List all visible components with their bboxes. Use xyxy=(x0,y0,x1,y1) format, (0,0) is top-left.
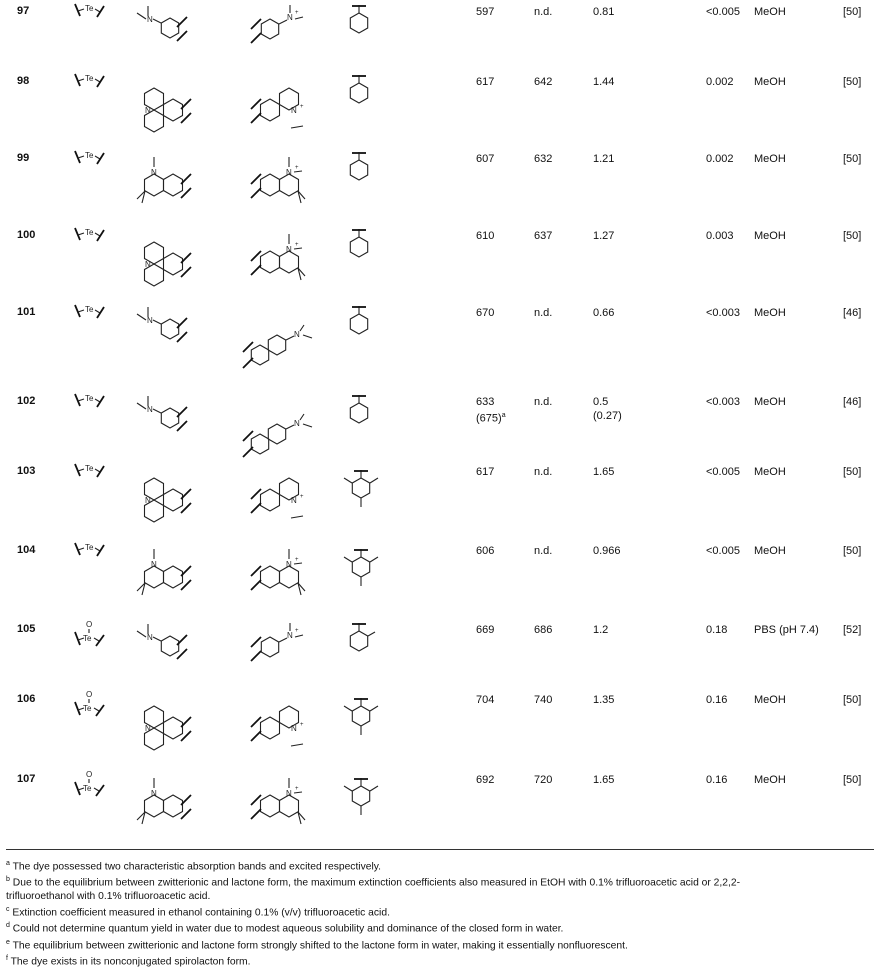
donor-structure xyxy=(128,0,208,75)
dye-number: 103 xyxy=(17,465,36,477)
table-row xyxy=(0,147,879,227)
absorption-max: 607 xyxy=(476,153,495,165)
donor-structure xyxy=(128,301,208,376)
pendant-aryl-structure xyxy=(338,768,388,828)
footnote-e: $^e$ The equilibrium between zwitterionic and lactone form strongly shifted to the lactone form in water, making it essentially nonfluorescent. xyxy=(6,938,628,952)
solvent: PBS (pH 7.4) xyxy=(754,624,819,636)
solvent: MeOH xyxy=(754,774,786,786)
svg-text:+: + xyxy=(300,494,304,500)
footnote-c: $^c$ Extinction coefficient measured in ethanol containing 0.1% (v/v) trifluoroacetic acid. xyxy=(6,905,390,919)
donor-structure xyxy=(128,618,208,693)
svg-text:Te: Te xyxy=(83,704,92,713)
svg-text:N: N xyxy=(151,789,157,798)
svg-text:N: N xyxy=(147,316,153,325)
svg-text:+: + xyxy=(295,786,299,792)
pendant-aryl-structure xyxy=(338,224,388,284)
svg-text:Te: Te xyxy=(85,543,94,552)
table-row xyxy=(0,460,879,540)
svg-text:+: + xyxy=(300,722,304,728)
donor-structure xyxy=(128,390,208,465)
reference: [52] xyxy=(843,624,862,636)
svg-text:N: N xyxy=(147,405,153,414)
extinction-coefficient: 1.21 xyxy=(593,153,615,165)
donor-structure xyxy=(128,768,208,843)
svg-text:N: N xyxy=(287,631,293,640)
reference: [50] xyxy=(843,466,862,478)
table-row xyxy=(0,301,879,381)
extinction-coefficient: 1.27 xyxy=(593,230,615,242)
quantum-yield: <0.003 xyxy=(706,307,740,319)
pendant-aryl-structure xyxy=(338,147,388,207)
dye-number: 100 xyxy=(17,229,36,241)
acceptor-structure xyxy=(238,688,328,763)
svg-text:N: N xyxy=(151,560,157,569)
svg-text:N: N xyxy=(145,260,151,269)
solvent: MeOH xyxy=(754,153,786,165)
bridge-structure xyxy=(70,539,120,579)
emission-max: n.d. xyxy=(534,466,553,478)
extinction-coefficient: 0.81 xyxy=(593,6,615,18)
absorption-max: 669 xyxy=(476,624,495,636)
quantum-yield: <0.003 xyxy=(706,396,740,408)
svg-text:O: O xyxy=(86,770,93,779)
dye-number: 98 xyxy=(17,75,30,87)
svg-text:+: + xyxy=(295,628,299,634)
svg-text:N: N xyxy=(145,106,151,115)
table-row xyxy=(0,618,879,698)
absorption-max: 670 xyxy=(476,307,495,319)
extinction-coefficient: 1.65 xyxy=(593,466,615,478)
absorption-max: 610 xyxy=(476,230,495,242)
bridge-structure xyxy=(70,768,120,808)
emission-max: n.d. xyxy=(534,6,553,18)
pendant-aryl-structure xyxy=(338,390,388,450)
svg-text:N: N xyxy=(286,245,292,254)
bridge-structure xyxy=(70,224,120,264)
reference: [50] xyxy=(843,774,862,786)
svg-text:N: N xyxy=(145,724,151,733)
quantum-yield: <0.005 xyxy=(706,545,740,557)
table-bottom-rule xyxy=(6,849,874,850)
svg-text:N: N xyxy=(147,15,153,24)
svg-text:N: N xyxy=(286,168,292,177)
absorption-max: 617 xyxy=(476,466,495,478)
solvent: MeOH xyxy=(754,307,786,319)
donor-structure xyxy=(128,688,208,763)
bridge-structure xyxy=(70,301,120,341)
bridge-structure xyxy=(70,0,120,40)
dye-number: 107 xyxy=(17,773,36,785)
donor-structure xyxy=(128,460,208,535)
svg-text:Te: Te xyxy=(85,305,94,314)
emission-max: 632 xyxy=(534,153,553,165)
reference: [50] xyxy=(843,694,862,706)
pendant-aryl-structure xyxy=(338,301,388,361)
absorption-max: 633 $(675)^a$ xyxy=(476,396,506,425)
reference: [50] xyxy=(843,76,862,88)
reference: [50] xyxy=(843,6,862,18)
quantum-yield: 0.18 xyxy=(706,624,728,636)
svg-text:Te: Te xyxy=(85,464,94,473)
table-row xyxy=(0,768,879,848)
dye-number: 105 xyxy=(17,623,36,635)
acceptor-structure xyxy=(238,0,328,75)
acceptor-structure xyxy=(238,390,328,465)
table-row xyxy=(0,390,879,470)
extinction-coefficient: 1.35 xyxy=(593,694,615,706)
quantum-yield: 0.16 xyxy=(706,694,728,706)
pendant-aryl-structure xyxy=(338,688,388,748)
footnote-b-continued: trifluoroethanol with 0.1% trifluoroacetic acid. xyxy=(6,890,211,902)
extinction-coefficient: 0.5 (0.27) xyxy=(593,396,622,422)
acceptor-structure xyxy=(238,768,328,843)
pendant-aryl-structure xyxy=(338,0,388,60)
svg-text:Te: Te xyxy=(85,394,94,403)
svg-text:N: N xyxy=(294,419,300,428)
table-row xyxy=(0,0,879,80)
table-row xyxy=(0,688,879,768)
svg-text:N: N xyxy=(287,13,293,22)
reference: [50] xyxy=(843,153,862,165)
reference: [50] xyxy=(843,545,862,557)
svg-text:N: N xyxy=(286,789,292,798)
extinction-coefficient: 1.65 xyxy=(593,774,615,786)
solvent: MeOH xyxy=(754,230,786,242)
quantum-yield: 0.003 xyxy=(706,230,734,242)
extinction-coefficient: 1.2 xyxy=(593,624,609,636)
dye-number: 106 xyxy=(17,693,36,705)
donor-structure xyxy=(128,70,208,145)
bridge-structure xyxy=(70,70,120,110)
extinction-coefficient: 0.66 xyxy=(593,307,615,319)
footnote-f: $^f$ The dye exists in its nonconjugated spirolacton form. xyxy=(6,955,251,968)
reference: [50] xyxy=(843,230,862,242)
emission-max: n.d. xyxy=(534,545,553,557)
dye-number: 97 xyxy=(17,5,30,17)
svg-text:N: N xyxy=(147,633,153,642)
dye-number: 104 xyxy=(17,544,36,556)
reference: [46] xyxy=(843,307,862,319)
absorption-max: 617 xyxy=(476,76,495,88)
dye-number: 101 xyxy=(17,306,36,318)
svg-text:+: + xyxy=(295,10,299,16)
svg-text:Te: Te xyxy=(85,228,94,237)
acceptor-structure xyxy=(238,70,328,145)
acceptor-structure xyxy=(238,460,328,535)
table-row xyxy=(0,539,879,619)
bridge-structure xyxy=(70,147,120,187)
acceptor-structure xyxy=(238,147,328,222)
svg-text:+: + xyxy=(300,104,304,110)
footnote-a: $^a$ The dye possessed two characteristic absorption bands and excited respectively. xyxy=(6,860,381,873)
extinction-coefficient: 1.44 xyxy=(593,76,615,88)
donor-structure xyxy=(128,224,208,299)
absorption-max: 704 xyxy=(476,694,495,706)
absorption-max: 692 xyxy=(476,774,495,786)
bridge-structure xyxy=(70,688,120,728)
absorption-max: 597 xyxy=(476,6,495,18)
dye-number: 99 xyxy=(17,152,30,164)
quantum-yield: 0.002 xyxy=(706,153,734,165)
dye-number: 102 xyxy=(17,395,36,407)
reference: [46] xyxy=(843,396,862,408)
absorption-max: 606 xyxy=(476,545,495,557)
pendant-aryl-structure xyxy=(338,460,388,520)
emission-max: n.d. xyxy=(534,396,553,408)
svg-text:Te: Te xyxy=(85,4,94,13)
footnotes xyxy=(6,857,868,969)
quantum-yield: <0.005 xyxy=(706,6,740,18)
pendant-aryl-structure xyxy=(338,618,388,678)
emission-max: n.d. xyxy=(534,307,553,319)
svg-text:O: O xyxy=(86,620,93,629)
acceptor-structure xyxy=(238,618,328,693)
extinction-coefficient: 0.966 xyxy=(593,545,621,557)
emission-max: 686 xyxy=(534,624,553,636)
quantum-yield: 0.16 xyxy=(706,774,728,786)
emission-max: 637 xyxy=(534,230,553,242)
svg-text:O: O xyxy=(86,690,93,699)
emission-max: 740 xyxy=(534,694,553,706)
table-row xyxy=(0,224,879,304)
bridge-structure xyxy=(70,390,120,430)
solvent: MeOH xyxy=(754,6,786,18)
acceptor-structure xyxy=(238,301,328,376)
footnote-b: $^b$ Due to the equilibrium between zwitterionic and lactone form, the maximum extinction coefficients also measured in EtOH with 0.1% trifluoroacetic acid or 2,2,2- xyxy=(6,876,741,889)
svg-text:+: + xyxy=(295,557,299,563)
solvent: MeOH xyxy=(754,466,786,478)
donor-structure xyxy=(128,539,208,614)
svg-text:Te: Te xyxy=(85,151,94,160)
acceptor-structure xyxy=(238,224,328,299)
table-row xyxy=(0,70,879,150)
quantum-yield: 0.002 xyxy=(706,76,734,88)
svg-text:N: N xyxy=(294,330,300,339)
bridge-structure xyxy=(70,618,120,658)
svg-text:N: N xyxy=(291,724,297,733)
quantum-yield: <0.005 xyxy=(706,466,740,478)
bridge-structure xyxy=(70,460,120,500)
svg-text:Te: Te xyxy=(83,634,92,643)
pendant-aryl-structure xyxy=(338,539,388,599)
svg-text:+: + xyxy=(295,165,299,171)
emission-max: 642 xyxy=(534,76,553,88)
svg-text:N: N xyxy=(291,496,297,505)
svg-text:N: N xyxy=(286,560,292,569)
svg-text:Te: Te xyxy=(83,784,92,793)
solvent: MeOH xyxy=(754,396,786,408)
solvent: MeOH xyxy=(754,694,786,706)
solvent: MeOH xyxy=(754,545,786,557)
footnote-d: $^d$ Could not determine quantum yield in water due to modest aqueous solubility and dominance of the closed form in water. xyxy=(6,922,564,935)
donor-structure xyxy=(128,147,208,222)
pendant-aryl-structure xyxy=(338,70,388,130)
acceptor-structure xyxy=(238,539,328,614)
svg-text:N: N xyxy=(291,106,297,115)
svg-text:Te: Te xyxy=(85,74,94,83)
svg-text:+: + xyxy=(295,242,299,248)
svg-text:N: N xyxy=(145,496,151,505)
svg-text:N: N xyxy=(151,168,157,177)
emission-max: 720 xyxy=(534,774,553,786)
solvent: MeOH xyxy=(754,76,786,88)
